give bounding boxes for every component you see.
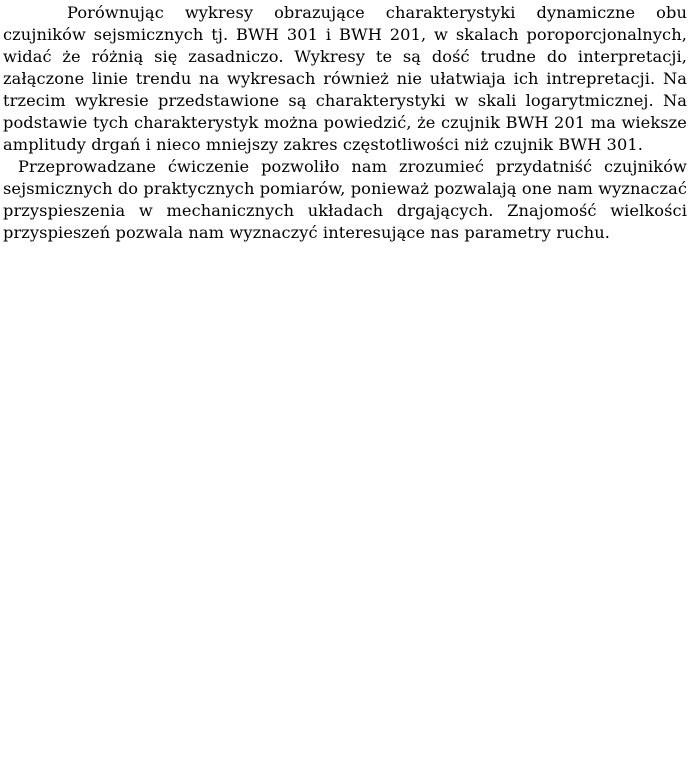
paragraph-conclusion: Przeprowadzane ćwiczenie pozwoliło nam zrozumieć przydatniść czujników sejsmicznych do praktycznych pomiarów, ponieważ pozwalają one nam wyznaczać przyspieszenia w mechanicznych układach drgających. Znajomość wielkości przyspieszeń pozwala nam wyznaczyć interesujące nas parametry ruchu. <box>3 157 687 242</box>
paragraph-comparison: Porównując wykresy obrazujące charakterystyki dynamiczne obu czujników sejsmicznych tj. BWH 301 i BWH 201, w skalach poroporcjonalnych, widać że różnią się zasadniczo. Wykresy te są dość trudne do interpretacji, załączone linie trendu na wykresach również nie ułatwiaja ich intrepretacji. Na trzecim wykresie przedstawione są charakterystyki w skali logarytmicznej. Na podstawie tych charakterystyk można powiedzić, że czujnik BWH 201 ma wieksze amplitudy drgań i nieco mniejszy zakres częstotliwości niż czujnik BWH 301. <box>3 3 687 154</box>
document-page <box>3 2 687 244</box>
